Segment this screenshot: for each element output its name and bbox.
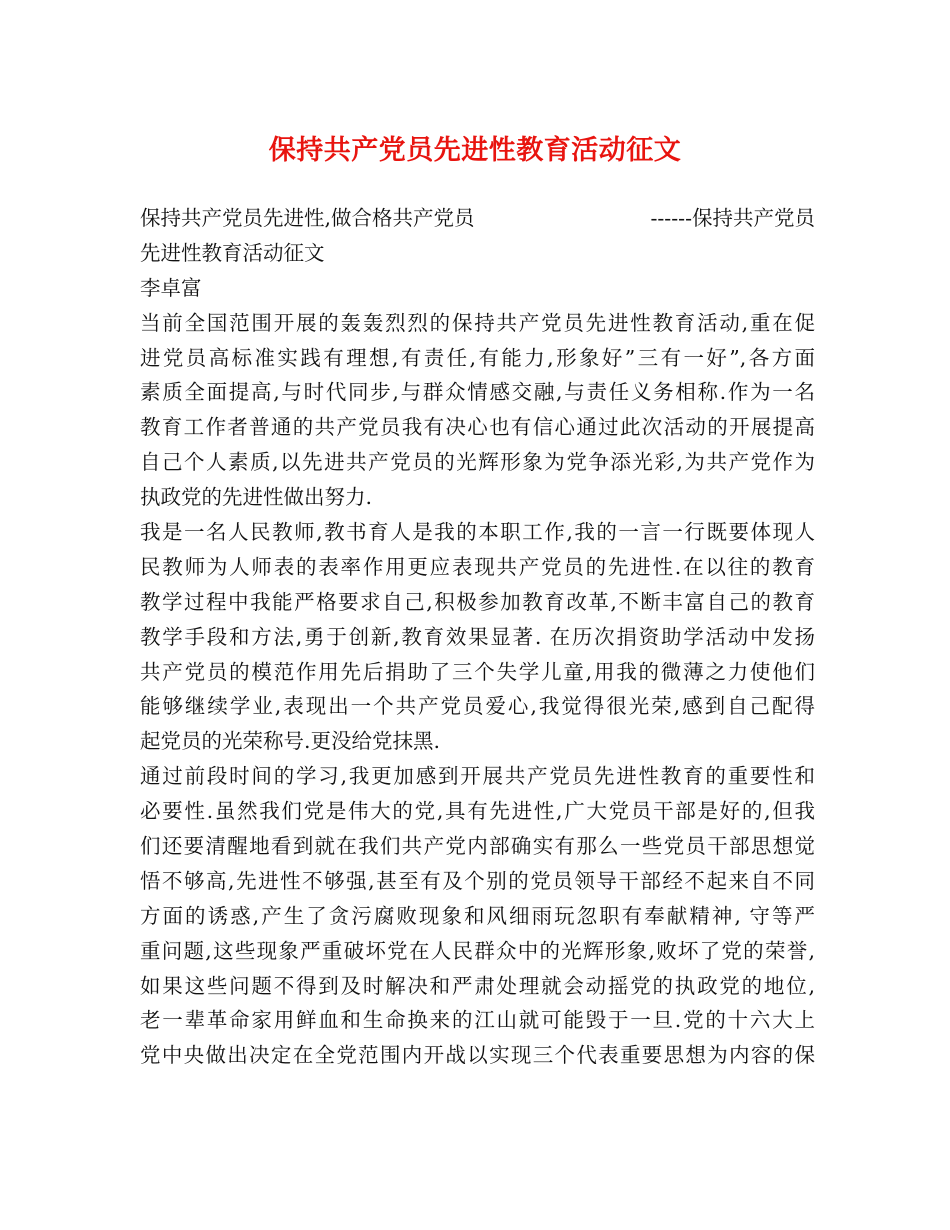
paragraph-line: 悟不够高,先进性不够强,甚至有及个别的党员领导干部经不起来自不同 bbox=[140, 868, 815, 893]
document-title: 保持共产党员先进性教育活动征文 bbox=[268, 135, 682, 166]
paragraph-line: 方面的诱惑,产生了贪污腐败现象和风细雨玩忽职有奉献精神, 守等严 bbox=[140, 903, 815, 928]
paragraph-line: 如果这些问题不得到及时解决和严肃处理就会动摇党的执政党的地位, bbox=[140, 973, 815, 998]
paragraph-line: 民教师为人师表的表率作用更应表现共产党员的先进性.在以往的教育 bbox=[140, 554, 815, 579]
paragraph-line: 教学手段和方法,勇于创新,教育效果显著. 在历次捐资助学活动中发扬 bbox=[140, 624, 815, 649]
subtitle-line bbox=[140, 201, 815, 236]
body-text bbox=[140, 236, 815, 1073]
subtitle-left: 保持共产党员先进性,做合格共产党员 bbox=[140, 206, 475, 230]
paragraph-line: 党中央做出决定在全党范围内开战以实现三个代表重要思想为内容的保 bbox=[140, 1043, 815, 1068]
paragraph-line: 教学过程中我能严格要求自己,积极参加教育改革,不断丰富自己的教育 bbox=[140, 589, 815, 614]
paragraph-line: 起党员的光荣称号.更没给党抹黑. bbox=[140, 729, 441, 754]
paragraph-line: 们还要清醒地看到就在我们共产党内部确实有那么一些党员干部思想觉 bbox=[140, 834, 815, 859]
paragraph-line: 重问题,这些现象严重破坏党在人民群众中的光辉形象,败坏了党的荣誉, bbox=[140, 938, 815, 963]
paragraph-line: 自己个人素质,以先进共产党员的光辉形象为党争添光彩,为共产党作为 bbox=[140, 450, 815, 475]
paragraph-line: 进党员高标准实践有理想,有责任,有能力,形象好”三有一好”,各方面 bbox=[140, 345, 815, 370]
paragraph-line: 先进性教育活动征文 bbox=[140, 240, 325, 265]
subtitle-right: ------保持共产党员 bbox=[650, 206, 815, 230]
paragraph-line: 必要性.虽然我们党是伟大的党,具有先进性,广大党员干部是好的,但我 bbox=[140, 799, 815, 824]
paragraph-line: 通过前段时间的学习,我更加感到开展共产党员先进性教育的重要性和 bbox=[140, 764, 815, 789]
paragraph-line: 能够继续学业,表现出一个共产党员爱心,我觉得很光荣,感到自己配得 bbox=[140, 694, 815, 719]
paragraph-line: 老一辈革命家用鲜血和生命换来的江山就可能毁于一旦.党的十六大上 bbox=[140, 1008, 815, 1033]
paragraph-line: 素质全面提高,与时代同步,与群众情感交融,与责任义务相称.作为一名 bbox=[140, 380, 815, 405]
paragraph-line: 执政党的先进性做出努力. bbox=[140, 485, 373, 510]
paragraph-line: 李卓富 bbox=[140, 275, 202, 300]
paragraph-line: 教育工作者普通的共产党员我有决心也有信心通过此次活动的开展提高 bbox=[140, 415, 815, 440]
paragraph-line: 我是一名人民教师,教书育人是我的本职工作,我的一言一行既要体现人 bbox=[140, 520, 815, 545]
paragraph-line: 共产党员的模范作用先后捐助了三个失学儿童,用我的微薄之力使他们 bbox=[140, 659, 815, 684]
paragraph-line: 当前全国范围开展的轰轰烈烈的保持共产党员先进性教育活动,重在促 bbox=[140, 310, 815, 335]
document-body bbox=[140, 201, 815, 1073]
